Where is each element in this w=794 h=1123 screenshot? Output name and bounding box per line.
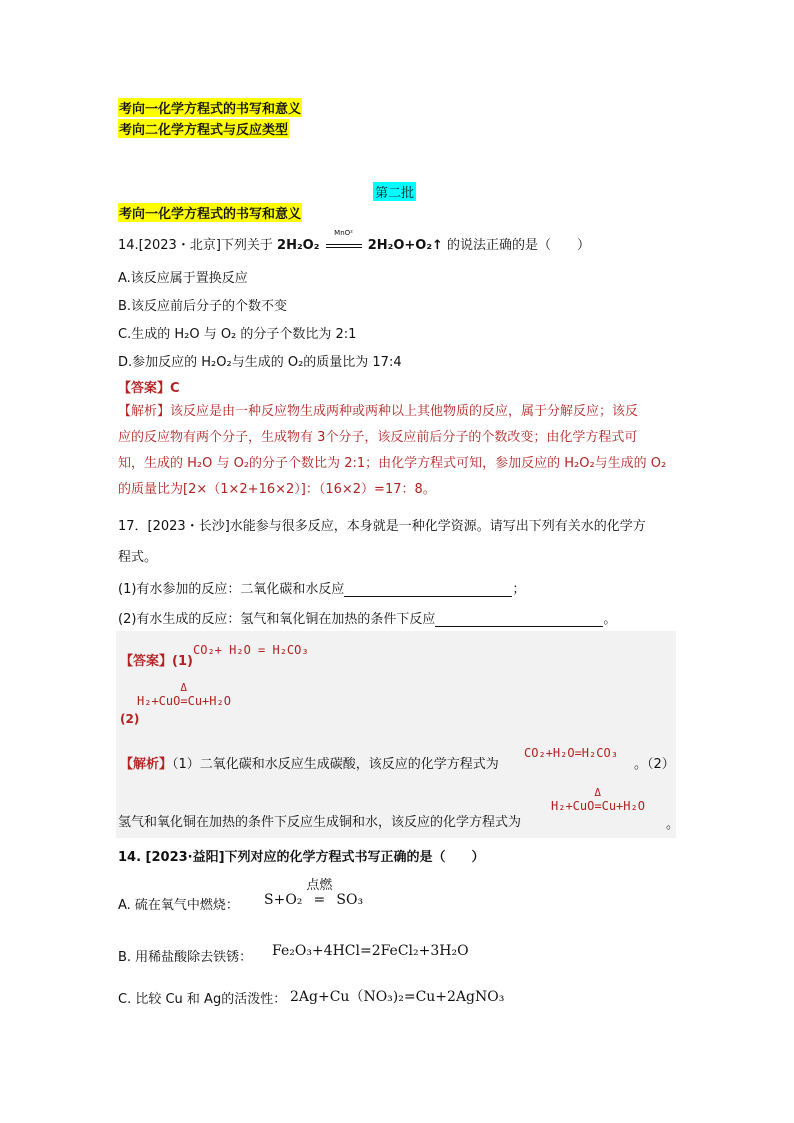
- eq-left: H₂+CuO: [137, 694, 181, 708]
- eq-right: SO₃: [336, 892, 364, 908]
- option-b: B.该反应前后分子的个数不变: [118, 299, 288, 314]
- topic-heading-3: 考向一化学方程式的书写和意义: [118, 203, 302, 222]
- heat-symbol: Δ: [180, 681, 187, 694]
- answer-label: 【答案】: [120, 654, 173, 669]
- analysis-17-line1: [120, 752, 499, 778]
- heat-symbol: Δ: [594, 786, 601, 799]
- analysis-end: 。: [666, 817, 680, 832]
- batch-heading: 第二批: [373, 182, 416, 201]
- answer-eq-1: CO₂+ H₂O = H₂CO₃: [193, 643, 309, 657]
- question-14-stem: [118, 229, 591, 253]
- option-a: A.该反应属于置换反应: [118, 271, 248, 286]
- answer-eq-2: H₂+CuO Δ =Cu+H₂O: [137, 681, 231, 708]
- question-17-line2: 程式。: [118, 550, 158, 565]
- question-14b-stem: 14. [2023·益阳]下列对应的化学方程式书写正确的是（ ）: [118, 850, 485, 865]
- eq-right: Cu+H₂O: [601, 799, 645, 813]
- condition-label: 点燃: [306, 878, 333, 893]
- question-17-part1: [118, 578, 525, 597]
- eq-right: Cu+H₂O: [187, 694, 231, 708]
- question-suffix: 的说法正确的是（ ）: [447, 238, 591, 253]
- answer-label: 【答案】C: [118, 381, 180, 396]
- analysis-eq-2: H₂+CuO Δ =Cu+H₂O: [551, 786, 645, 813]
- question-17-part2: [118, 608, 616, 627]
- analysis-end: 。（2）: [634, 757, 675, 772]
- part2-end: 。: [603, 612, 617, 627]
- answer-17: [120, 650, 193, 669]
- option-c: [118, 988, 286, 1007]
- answer-blank[interactable]: [435, 612, 603, 627]
- part1-end: ；: [512, 582, 526, 597]
- option-label: B. 用稀盐酸除去铁锈：: [118, 950, 253, 965]
- catalyst-arrow: [324, 229, 364, 253]
- equation-right: 2H₂O+O₂↑: [367, 238, 443, 253]
- option-label: C. 比较 Cu 和 Ag的活泼性：: [118, 992, 287, 1007]
- question-17-line1: 17．[2023・长沙]水能参与很多反应，本身就是一种化学资源。请写出下列有关水的化学方: [118, 519, 646, 534]
- answer-part-number: (2): [120, 712, 140, 726]
- option-d: D.参加反应的 H₂O₂与生成的 O₂的质量比为 17:4: [118, 355, 402, 370]
- analysis-line: 应的反应物有两个分子，生成物有 3个分子，该反应前后分子的个数改变；由化学方程式可: [118, 430, 638, 445]
- analysis-17-line2: 氢气和氧化铜在加热的条件下反应生成铜和水，该反应的化学方程式为: [118, 815, 522, 830]
- option-b-equation: Fe₂O₃+4HCl=2FeCl₂+3H₂O: [272, 943, 469, 959]
- answer-blank[interactable]: [344, 582, 512, 597]
- option-b: [118, 946, 252, 965]
- catalyst-label: MnO²: [334, 229, 353, 237]
- topic-heading-1: 考向一化学方程式的书写和意义: [118, 98, 302, 117]
- analysis-text: （1）二氧化碳和水反应生成碳酸，该反应的化学方程式为: [172, 757, 499, 772]
- question-prefix: 14.[2023・北京]下列关于: [118, 238, 273, 253]
- part2-text: (2)有水生成的反应：氢气和氧化铜在加热的条件下反应: [118, 612, 436, 627]
- analysis-line: 【解析】该反应是由一种反应物生成两种或两种以上其他物质的反应，属于分解反应；该反: [118, 404, 639, 419]
- equation-left: 2H₂O₂: [277, 238, 320, 253]
- analysis-line: 的质量比为[2×（1×2+16×2）]：（16×2）=17：8。: [118, 482, 436, 497]
- analysis-eq-1: CO₂+H₂O=H₂CO₃: [524, 746, 618, 760]
- option-label: A. 硫在氧气中燃烧：: [118, 898, 239, 913]
- eq-left: S+O₂: [264, 892, 303, 908]
- answer-part-number: (1): [172, 654, 193, 669]
- option-c-equation: 2Ag+Cu（NO₃)₂=Cu+2AgNO₃: [290, 989, 505, 1005]
- option-a: [118, 894, 239, 913]
- option-a-equation: S+O₂ 点燃 = SO₃: [264, 892, 363, 908]
- part1-text: (1)有水参加的反应：二氧化碳和水反应: [118, 582, 345, 597]
- option-c: C.生成的 H₂O 与 O₂ 的分子个数比为 2:1: [118, 327, 357, 342]
- analysis-label: 【解析】: [120, 757, 173, 772]
- eq-left: H₂+CuO: [551, 799, 595, 813]
- analysis-line: 知，生成的 H₂O 与 O₂的分子个数比为 2:1；由化学方程式可知，参加反应的 H₂O₂与生成的 O₂: [118, 456, 667, 471]
- topic-heading-2: 考向二化学方程式与反应类型: [118, 119, 289, 138]
